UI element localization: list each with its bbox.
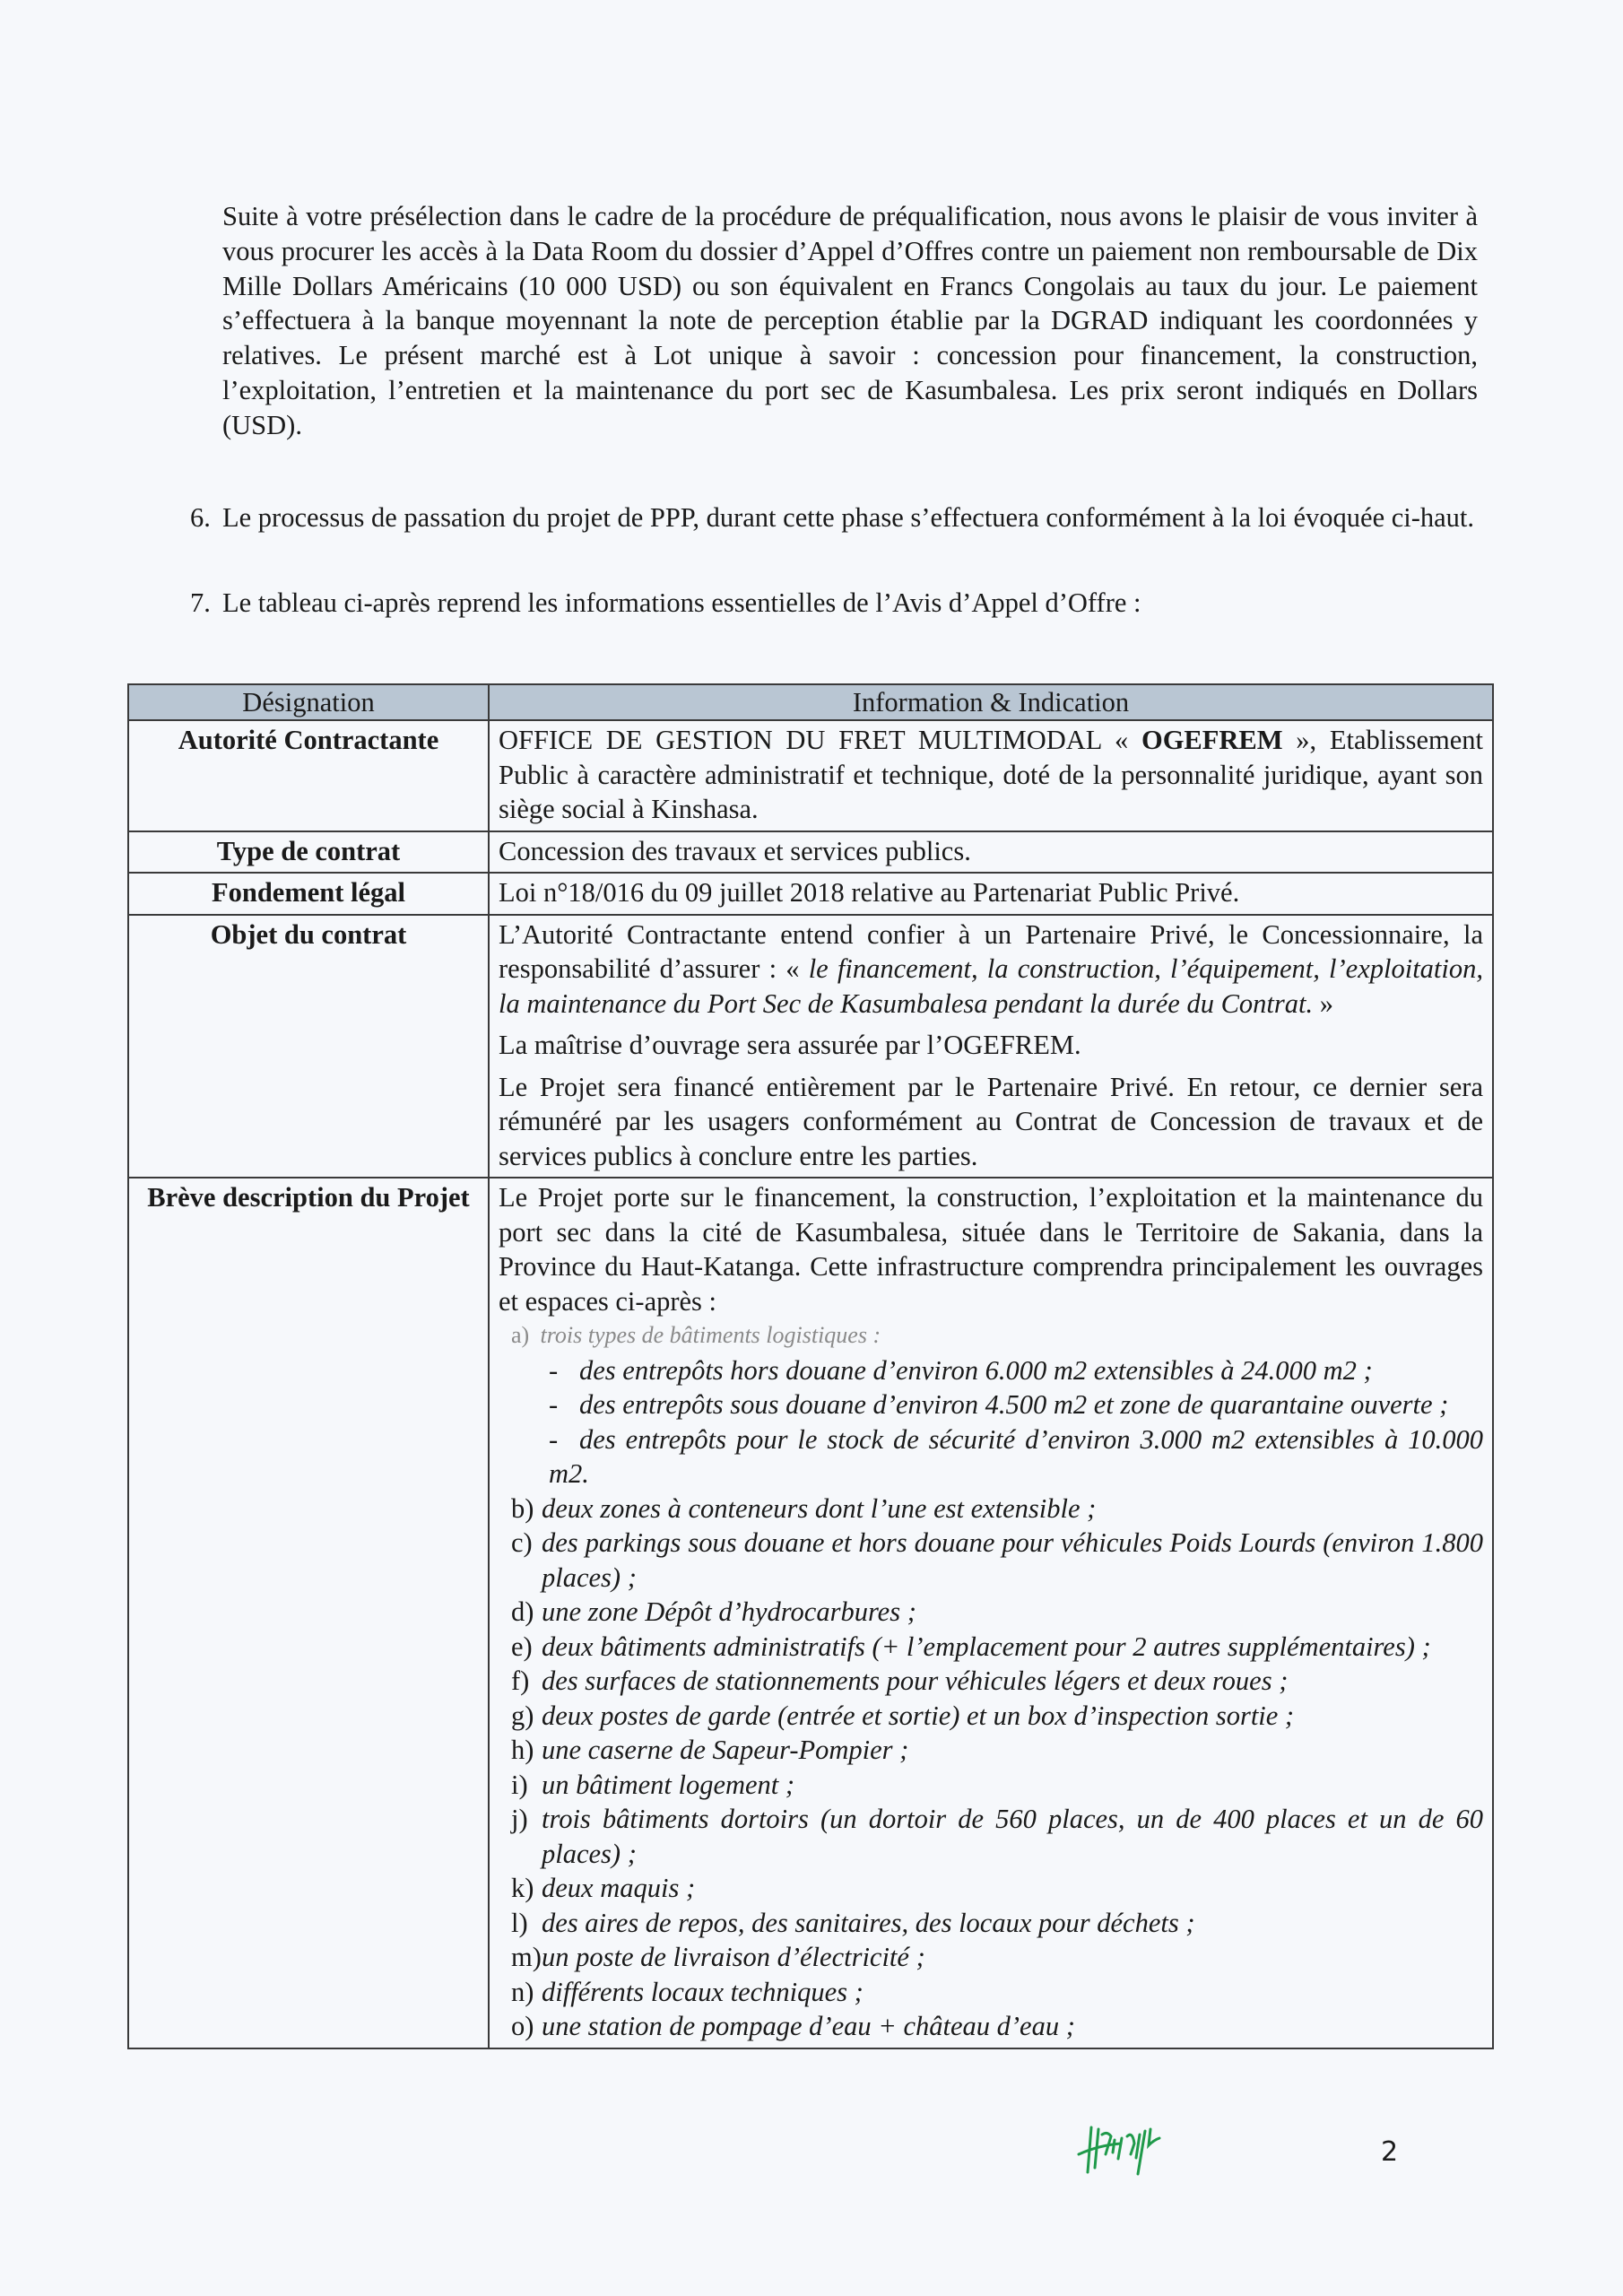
list-item-text: un bâtiment logement ; bbox=[542, 1769, 795, 1800]
list-item-label: i) bbox=[511, 1769, 528, 1800]
row-label: Autorité Contractante bbox=[128, 720, 489, 831]
warehouse-sublist bbox=[499, 1353, 1483, 1492]
item-number: 7. bbox=[190, 587, 211, 618]
sub-list-item bbox=[549, 1422, 1483, 1492]
numbered-item-7 bbox=[190, 586, 1481, 620]
infrastructure-list-continued bbox=[499, 1492, 1483, 2044]
list-item-label: b) bbox=[511, 1492, 534, 1524]
list-item-label: a) bbox=[511, 1322, 530, 1348]
list-item-label: n) bbox=[511, 1976, 534, 2007]
list-item-label: m) bbox=[511, 1942, 542, 1972]
list-item-text: deux zones à conteneurs dont l’une est extensible ; bbox=[542, 1492, 1097, 1524]
dash-bullet: - bbox=[549, 1389, 559, 1420]
list-item bbox=[511, 1699, 1483, 1734]
list-item bbox=[511, 1871, 1483, 1906]
sub-list-item-text: des entrepôts pour le stock de sécurité d’environ 3.000 m2 extensibles à 10.000 m2. bbox=[549, 1423, 1483, 1489]
table-row-objet bbox=[128, 915, 1493, 1178]
item-number: 6. bbox=[190, 502, 211, 533]
list-item bbox=[511, 1768, 1483, 1803]
list-item-label: k) bbox=[511, 1873, 534, 1903]
objet-paragraph-1 bbox=[499, 918, 1483, 1022]
autorite-text-start: OFFICE DE GESTION DU FRET MULTIMODAL « bbox=[499, 725, 1141, 755]
objet-quote-end: » bbox=[1313, 987, 1333, 1019]
list-item-label: g) bbox=[511, 1700, 534, 1731]
list-item-text: des aires de repos, des sanitaires, des locaux pour déchets ; bbox=[542, 1907, 1195, 1938]
list-item bbox=[511, 1802, 1483, 1871]
objet-text: L’Autorité Contractante entend confier à un Partenaire Privé, le Concessionnaire, la responsabilité d’assurer : « bbox=[499, 918, 1483, 984]
list-item-text: différents locaux techniques ; bbox=[542, 1976, 864, 2007]
sub-list-item bbox=[549, 1353, 1483, 1388]
list-item-text: trois bâtiments dortoirs (un dortoir de 560 places, un de 400 places et un de 60 places) ; bbox=[542, 1804, 1483, 1869]
table-header-row bbox=[128, 684, 1493, 720]
row-label: Fondement légal bbox=[128, 873, 489, 915]
list-item-label: e) bbox=[511, 1631, 533, 1662]
description-intro: Le Projet porte sur le financement, la construction, l’exploitation et la maintenance du port sec dans la cité de Kasumbalesa, située dans le Territoire de Sakania, dans la Province du Haut-Katanga. Cette infrastructure comprendra principalement les ouvrages et espaces ci-après : bbox=[499, 1182, 1483, 1317]
dash-bullet: - bbox=[549, 1423, 559, 1455]
sub-list-item bbox=[549, 1387, 1483, 1422]
intro-paragraph: Suite à votre présélection dans le cadre de la procédure de préqualification, nous avons le plaisir de vous inviter à vous procurer les accès à la Data Room du dossier d’Appel d’Offres contre un paiement non remboursable de Dix Mille Dollars Américains (10 000 USD) ou son équivalent en Francs Congolais au taux du jour. Le paiement s’effectuera à la banque moyennant la note de perception établie par la DGRAD indiquant les coordonnées y relatives. Le présent marché est à Lot unique à savoir : concession pour financement, la construction, l’exploitation, l’entretien et la maintenance du port sec de Kasumbalesa. Les prix seront indiqués en Dollars (USD). bbox=[222, 201, 1478, 440]
list-item bbox=[511, 1630, 1483, 1665]
item-text: Le tableau ci-après reprend les informations essentielles de l’Avis d’Appel d’Offre : bbox=[222, 587, 1141, 618]
row-value: Loi n°18/016 du 09 juillet 2018 relative au Partenariat Public Privé. bbox=[489, 873, 1493, 915]
dash-bullet: - bbox=[549, 1354, 559, 1386]
header-information: Information & Indication bbox=[489, 684, 1493, 720]
list-item bbox=[511, 1595, 1483, 1630]
tender-info-table bbox=[127, 683, 1494, 2049]
list-item-text: un poste de livraison d’électricité ; bbox=[542, 1942, 925, 1972]
signature bbox=[1072, 2118, 1170, 2181]
table-row-fondement bbox=[128, 873, 1493, 915]
list-item-text: une zone Dépôt d’hydrocarbures ; bbox=[542, 1596, 916, 1627]
row-label: Brève description du Projet bbox=[128, 1178, 489, 2048]
sub-list-item-text: des entrepôts hors douane d’environ 6.000 m2 extensibles à 24.000 m2 ; bbox=[579, 1354, 1373, 1386]
table-row-description bbox=[128, 1178, 1493, 2048]
objet-paragraph-2: La maîtrise d’ouvrage sera assurée par l’OGEFREM. bbox=[499, 1030, 1081, 1060]
list-item-label: f) bbox=[511, 1665, 530, 1696]
list-item bbox=[499, 1318, 1483, 1353]
list-item bbox=[511, 1664, 1483, 1699]
list-item-text: trois types de bâtiments logistiques : bbox=[540, 1322, 881, 1348]
row-value bbox=[489, 1178, 1493, 2048]
list-item bbox=[511, 1906, 1483, 1941]
row-label: Objet du contrat bbox=[128, 915, 489, 1178]
list-item bbox=[511, 1526, 1483, 1595]
table-row-type-contrat bbox=[128, 831, 1493, 874]
row-value: Concession des travaux et services publics. bbox=[489, 831, 1493, 874]
objet-quote: le financement, la construction, l’équipement, l’exploitation, la maintenance du Port Sec de Kasumbalesa pendant la durée du Contrat. bbox=[499, 953, 1483, 1019]
list-item-label: l) bbox=[511, 1907, 528, 1938]
autorite-text-end: », Etablissement Public à caractère administratif et technique, doté de la personnalité juridique, ayant son siège social à Kinshasa. bbox=[499, 725, 1483, 824]
list-item-text: une caserne de Sapeur-Pompier ; bbox=[542, 1735, 909, 1765]
list-item-text: deux postes de garde (entrée et sortie) et un box d’inspection sortie ; bbox=[542, 1700, 1295, 1731]
row-label: Type de contrat bbox=[128, 831, 489, 874]
list-item-text: deux maquis ; bbox=[542, 1873, 696, 1903]
table-row-autorite bbox=[128, 720, 1493, 831]
infrastructure-list bbox=[499, 1318, 1483, 1353]
list-item bbox=[511, 2009, 1483, 2044]
list-item bbox=[511, 1975, 1483, 2010]
list-item-text: une station de pompage d’eau + château d’eau ; bbox=[542, 2011, 1075, 2041]
header-designation: Désignation bbox=[128, 684, 489, 720]
page-number: 2 bbox=[1381, 2136, 1399, 2168]
row-value bbox=[489, 915, 1493, 1178]
item-text: Le processus de passation du projet de PPP, durant cette phase s’effectuera conformément à la loi évoquée ci-haut. bbox=[222, 502, 1475, 533]
list-item-text: deux bâtiments administratifs (+ l’emplacement pour 2 autres supplémentaires) ; bbox=[542, 1631, 1431, 1662]
numbered-item-6 bbox=[190, 500, 1481, 535]
list-item-text: des surfaces de stationnements pour véhicules légers et deux roues ; bbox=[542, 1665, 1289, 1696]
list-item-label: j) bbox=[511, 1804, 528, 1834]
list-item-label: d) bbox=[511, 1596, 534, 1627]
list-item bbox=[511, 1733, 1483, 1768]
list-item bbox=[511, 1940, 1483, 1975]
sub-list-item-text: des entrepôts sous douane d’environ 4.500 m2 et zone de quarantaine ouverte ; bbox=[579, 1389, 1449, 1420]
row-value bbox=[489, 720, 1493, 831]
list-item-label: o) bbox=[511, 2011, 534, 2041]
list-item-label: h) bbox=[511, 1735, 534, 1765]
list-item bbox=[511, 1492, 1483, 1526]
list-item-text: des parkings sous douane et hors douane pour véhicules Poids Lourds (environ 1.800 places) ; bbox=[542, 1527, 1483, 1593]
list-item-label: c) bbox=[511, 1527, 533, 1558]
ogefrem-acronym: OGEFREM bbox=[1141, 725, 1283, 755]
objet-paragraph-3: Le Projet sera financé entièrement par le Partenaire Privé. En retour, ce dernier sera rémunéré par les usagers conformément au Contrat de Concession de travaux et de services publics à conclure entre les parties. bbox=[499, 1071, 1483, 1171]
